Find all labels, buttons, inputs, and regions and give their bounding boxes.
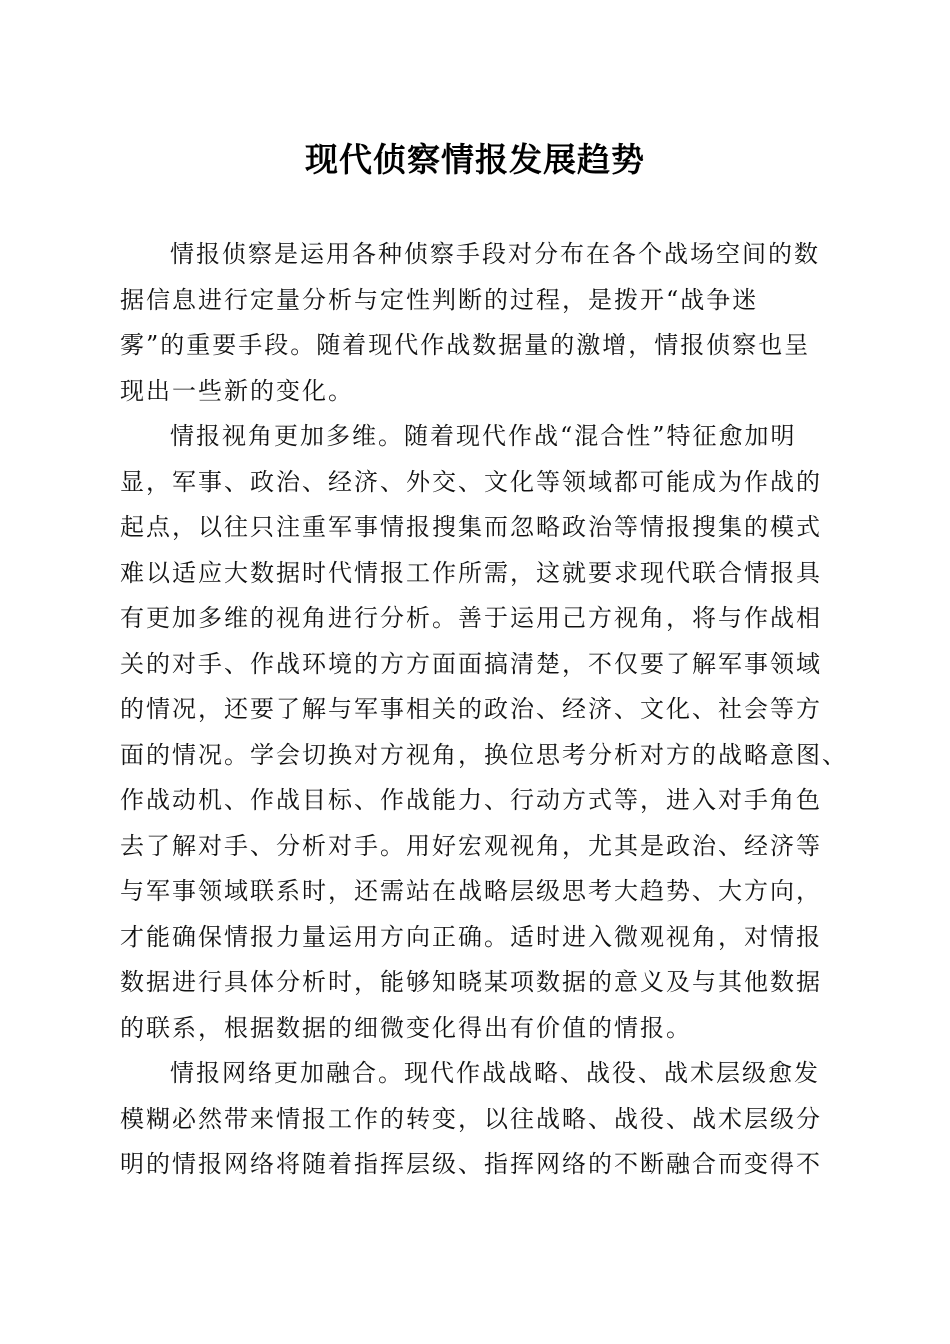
paragraph-2-line-14: 的联系，根据数据的细微变化得出有价值的情报。 bbox=[120, 1013, 692, 1042]
paragraph-2-line-7: 的情况，还要了解与军事相关的政治、经济、文化、社会等方 bbox=[120, 695, 822, 723]
paragraph-2-line-6: 关的对手、作战环境的方方面面搞清楚，不仅要了解军事领域 bbox=[120, 649, 822, 678]
document-title: 现代侦察情报发展趋势 bbox=[305, 140, 645, 179]
paragraph-2-line-10: 去了解对手、分析对手。用好宏观视角，尤其是政治、经济等 bbox=[120, 831, 822, 860]
paragraph-2-line-2: 显，军事、政治、经济、外交、文化等领域都可能成为作战的 bbox=[120, 467, 822, 496]
paragraph-2-line-8: 面的情况。学会切换对方视角，换位思考分析对方的战略意图、 bbox=[120, 740, 848, 769]
document-body bbox=[120, 232, 848, 1188]
paragraph-1-line-2: 据信息进行定量分析与定性判断的过程，是拨开“战争迷 bbox=[120, 285, 759, 314]
paragraph-3-line-3: 明的情报网络将随着指挥层级、指挥网络的不断融合而变得不 bbox=[120, 1150, 822, 1178]
paragraph-2-line-5: 有更加多维的视角进行分析。善于运用己方视角，将与作战相 bbox=[120, 604, 822, 632]
paragraph-1-line-1: 情报侦察是运用各种侦察手段对分布在各个战场空间的数 bbox=[170, 240, 820, 268]
paragraph-2-line-4: 难以适应大数据时代情报工作所需，这就要求现代联合情报具 bbox=[120, 558, 822, 587]
paragraph-1-line-3: 雾”的重要手段。随着现代作战数据量的激增，情报侦察也呈 bbox=[120, 331, 811, 359]
paragraph-3-line-1: 情报网络更加融合。现代作战战略、战役、战术层级愈发 bbox=[170, 1059, 820, 1087]
paragraph-1-line-4: 现出一些新的变化。 bbox=[120, 376, 354, 405]
paragraph-3-line-2: 模糊必然带来情报工作的转变，以往战略、战役、战术层级分 bbox=[120, 1104, 822, 1133]
paragraph-2-line-11: 与军事领域联系时，还需站在战略层级思考大趋势、大方向， bbox=[120, 877, 822, 905]
paragraph-2-line-1: 情报视角更加多维。随着现代作战“混合性”特征愈加明 bbox=[170, 422, 797, 450]
paragraph-2-line-3: 起点，以往只注重军事情报搜集而忽略政治等情报搜集的模式 bbox=[120, 513, 822, 541]
paragraph-2-line-9: 作战动机、作战目标、作战能力、行动方式等，进入对手角色 bbox=[120, 786, 822, 814]
paragraph-2-line-12: 才能确保情报力量运用方向正确。适时进入微观视角，对情报 bbox=[120, 922, 822, 951]
paragraph-2-line-13: 数据进行具体分析时，能够知晓某项数据的意义及与其他数据 bbox=[120, 968, 822, 996]
